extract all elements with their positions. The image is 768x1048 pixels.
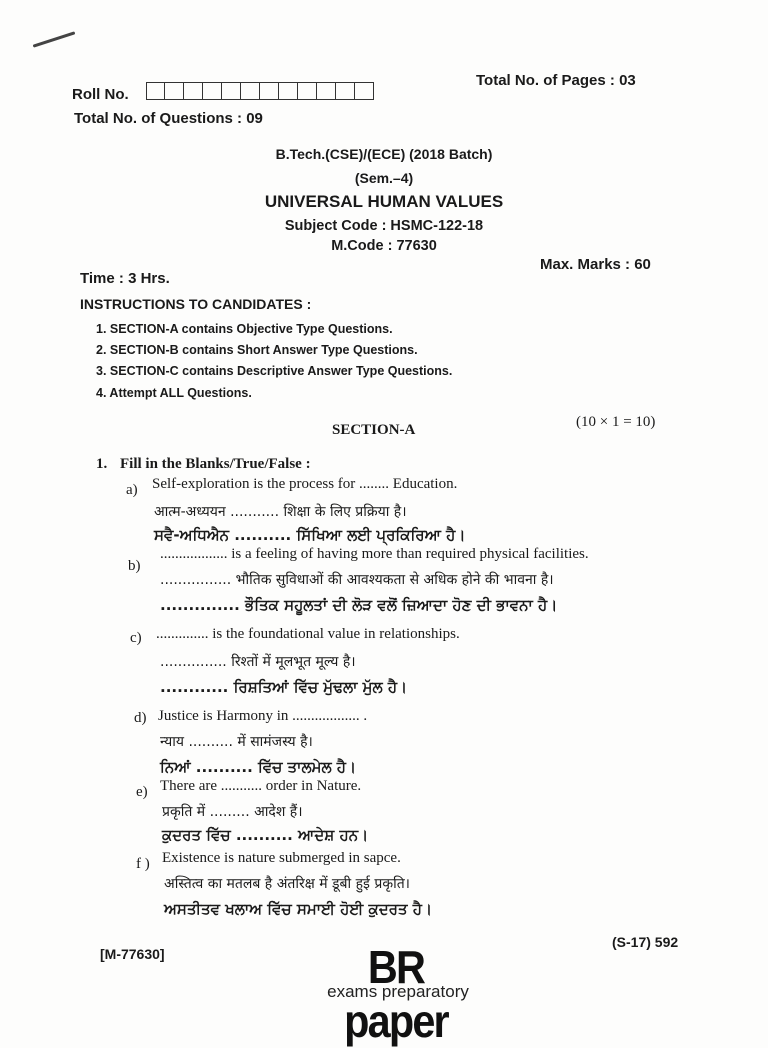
part-punjabi: ਅਸਤੀਤਵ ਖਲਾਅ ਵਿੱਚ ਸਮਾਈ ਹੋਈ ਕੁਦਰਤ ਹੈ। — [164, 900, 433, 918]
part-punjabi: ਨਿਆਂ .......... ਵਿੱਚ ਤਾਲਮੇਲ ਹੈ। — [160, 758, 357, 776]
part-english: .............. is the foundational value in relationships. — [156, 626, 460, 642]
time-allowed: Time : 3 Hrs. — [80, 270, 170, 287]
pen-mark — [33, 31, 76, 47]
roll-number-boxes — [146, 82, 374, 100]
roll-number-label: Roll No. — [72, 86, 129, 103]
watermark-logo: BR paper — [344, 941, 448, 1047]
part-english: There are ........... order in Nature. — [160, 778, 362, 794]
part-label: f ) — [136, 856, 150, 872]
part-punjabi: ਕੁਦਰਤ ਵਿੱਚ .......... ਆਦੇਸ਼ ਹਨ। — [162, 826, 369, 844]
part-label: c) — [130, 630, 142, 646]
part-hindi: अस्तित्व का मतलब है अंतरिक्ष में डूबी हुई प्रकृति। — [164, 876, 410, 892]
instruction-item: 1. SECTION-A contains Objective Type Questions. — [96, 322, 393, 336]
max-marks: Max. Marks : 60 — [540, 256, 651, 273]
subject-code: Subject Code : HSMC-122-18 — [284, 218, 484, 234]
part-hindi: न्याय .......... में सामंजस्य है। — [160, 734, 313, 750]
part-hindi: ................ भौतिक सुविधाओं की आवश्यकता से अधिक होने की भावना है। — [160, 572, 554, 588]
part-punjabi: .............. ਭੌਤਿਕ ਸਹੂਲਤਾਂ ਦੀ ਲੋੜ ਵਲੋਂ ਜ਼ਿਆਦਾ ਹੋਣ ਦੀ ਭਾਵਨਾ ਹੈ। — [160, 596, 558, 614]
instruction-item: 4. Attempt ALL Questions. — [96, 386, 252, 400]
part-label: a) — [126, 482, 138, 498]
part-hindi: ............... रिश्तों में मूलभूत मूल्य है। — [160, 654, 356, 670]
part-label: d) — [134, 710, 147, 726]
m-code: M.Code : 77630 — [331, 238, 437, 254]
part-label: b) — [128, 558, 141, 574]
part-hindi: आत्म-अध्ययन ........... शिक्षा के लिए प्रक्रिया है। — [154, 504, 407, 520]
part-english: Justice is Harmony in .................. . — [158, 708, 368, 724]
part-english: .................. is a feeling of having more than required physical facilities. — [160, 546, 589, 562]
course-name: B.Tech.(CSE)/(ECE) (2018 Batch) — [275, 146, 493, 162]
instruction-item: 2. SECTION-B contains Short Answer Type Questions. — [96, 343, 418, 357]
paper-code: [M-77630] — [100, 946, 165, 962]
subject-title: UNIVERSAL HUMAN VALUES — [264, 192, 504, 211]
section-marks: (10 × 1 = 10) — [576, 414, 656, 430]
section-title: SECTION-A — [332, 422, 416, 438]
watermark-tagline: exams preparatory — [327, 982, 469, 1001]
total-questions: Total No. of Questions : 09 — [74, 110, 263, 127]
part-english: Self-exploration is the process for ........ Education. — [152, 476, 458, 492]
semester: (Sem.–4) — [354, 170, 414, 186]
series-code: (S-17) 592 — [612, 934, 679, 950]
instructions-heading: INSTRUCTIONS TO CANDIDATES : — [80, 296, 312, 312]
part-english: Existence is nature submerged in sapce. — [162, 850, 401, 866]
part-label: e) — [136, 784, 148, 800]
part-punjabi: ਸਵੈ-ਅਧਿਐਨ .......... ਸਿੱਖਿਆ ਲਈ ਪ੍ਰਕਿਰਿਆ ਹੈ। — [154, 526, 466, 544]
instruction-item: 3. SECTION-C contains Descriptive Answer Type Questions. — [96, 364, 453, 378]
part-hindi: प्रकृति में ......... आदेश हैं। — [162, 804, 303, 820]
total-pages: Total No. of Pages : 03 — [476, 72, 636, 89]
question-title: Fill in the Blanks/True/False : — [120, 456, 311, 472]
question-number: 1. — [96, 456, 108, 472]
part-punjabi: ............ ਰਿਸ਼ਤਿਆਂ ਵਿੱਚ ਮੁੱਢਲਾ ਮੁੱਲ ਹੈ। — [160, 678, 408, 696]
